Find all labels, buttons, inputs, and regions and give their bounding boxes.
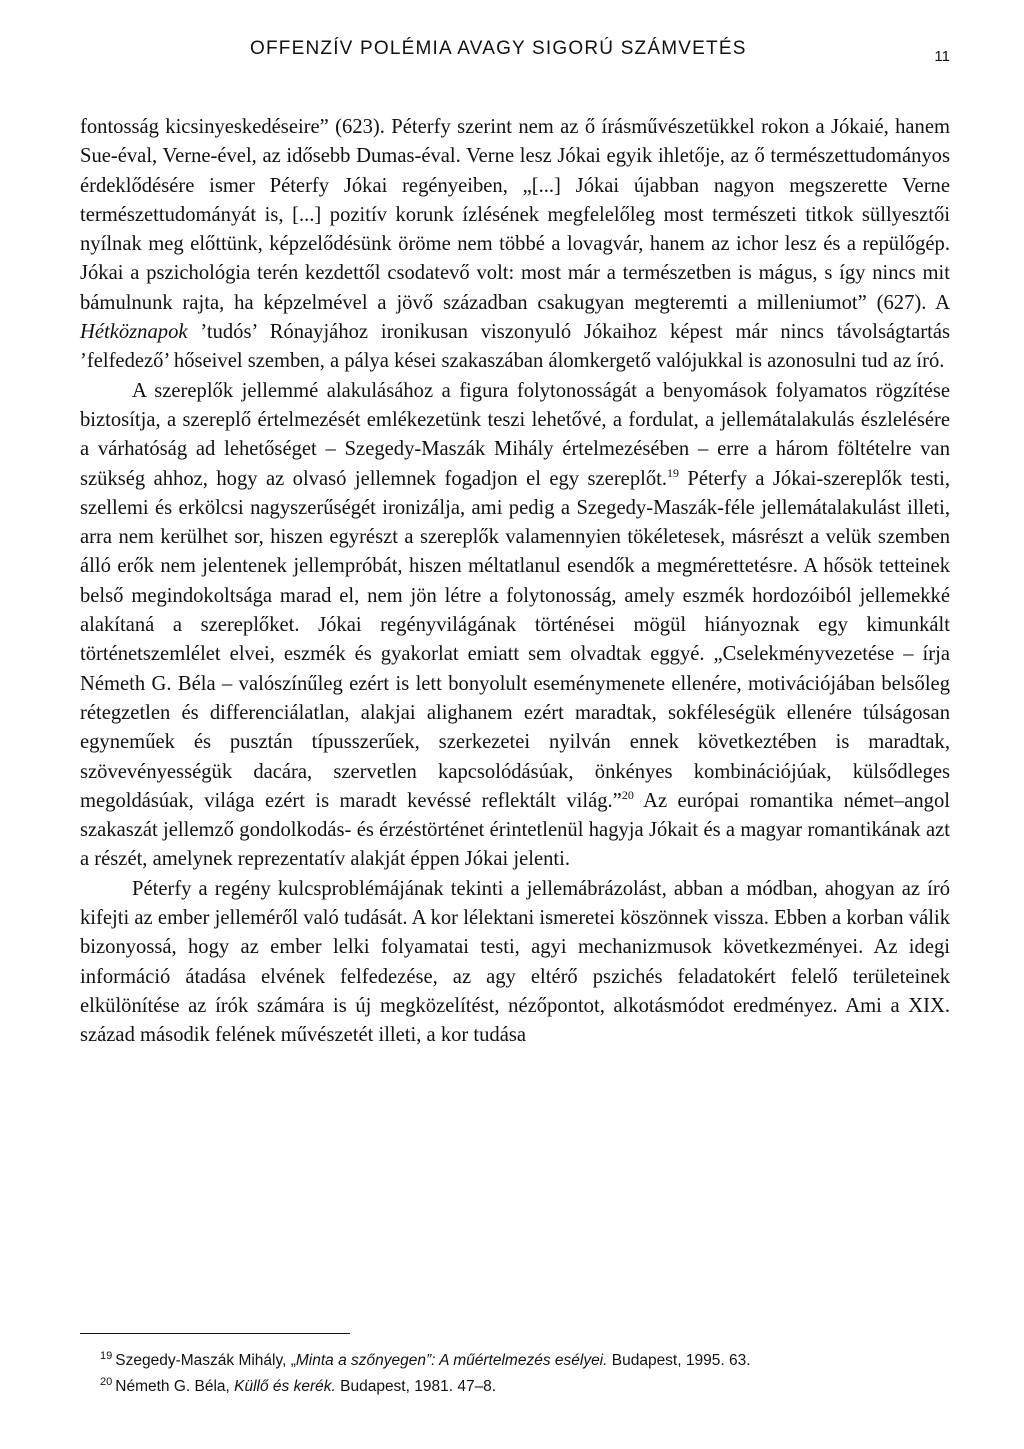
paragraph-1-text-a: fontosság kicsinyeskedéseire” (623). Péterfy szerint nem az ő írásművészetükkel rokon a Jókaié, hanem Sue-éval, Verne-ével, az idősebb Dumas-éval. Verne lesz Jókai egyik ihletője, az ő természettudományos érdeklődésére ismer Péterfy Jókai regényeiben, „[...] Jókai újabban nagyon megszerette Verne természettudományát is, [...] pozitív korunk ízlésének megfelelőleg most természeti titkok süllyesztői nyílnak meg előttünk, képzelődésünk öröme nem többé a lovagvár, hanem az ichor lesz és a repülőgép. Jókai a pszichológia terén kezdettől csodatevő volt: most már a természetben is mágus, s így nincs mit bámulnunk rajta, ha képzelmével a jövő században csakugyan megteremti a milleniumot” (627). A: [80, 116, 950, 314]
footnote-text: Budapest, 1995. 63.: [607, 1352, 751, 1369]
paragraph-2-text-c: Az európai romantika német–angol szakaszát jellemző gondolkodás- és érzéstörténet érintetlenül hagyja Jókait és a magyar romantikának azt a részét, amelynek reprezentatív alakját éppen Jókai jelenti.: [80, 789, 950, 871]
paragraph-3: Péterfy a regény kulcsproblémájának tekinti a jellemábrázolást, abban a módban, ahogyan az író kifejti az ember jelleméről való tudását. A kor lélektani ismeretei köszönnek vissza. Ebben a korban válik bizonyossá, hogy az ember lelki folyamatai testi, agyi mechanizmusok következményei. Az idegi információ átadása elvének felfedezése, az agy eltérő pszichés feladatokért felelő területeinek elkülönítése az írók számára is új megközelítést, nézőpontot, alkotásmódot eredményez. Ami a XIX. század második felének művészetét illeti, a kor tudása: [80, 877, 950, 1047]
footnote-19: [100, 1348, 960, 1374]
running-head: OFFENZÍV POLÉMIA AVAGY SIGORÚ SZÁMVETÉS: [250, 38, 747, 59]
paragraph-2-text-b: Péterfy a Jókai-szereplők testi, szellemi és erkölcsi nagyszerűségét ironizálja, ami pedig a Szegedy-Maszák-féle jellemátalakulást illeti, arra nem kerülhet sor, hiszen egyrészt a szereplők valamennyien tökéletesek, másrészt a velük szemben álló erők nem jelentenek jellempróbát, hiszen méltatlanul esendők a megmérettetésre. A hősök tetteinek belső megindokoltsága marad el, nem jön létre a folytonosság, amely eszmék hordozóiból jellemekké alakítaná a szereplőket. Jókai regényvilágának történései mögül hiányoznak egy kimunkált történetszemlélet elvei, eszmék és gyakorlat emiatt sem olvadtak eggyé. „Cselekményvezetése – írja Németh G. Béla – valószínűleg ezért is lett bonyolult eseménymenete ellenére, motivációjában belsőleg rétegzetlen és differenciálatlan, alakjai alighanem ezért maradtak, sokféleségük ellenére túlságosan egyneműek és pusztán típusszerűek, szerkezetei nyilván ennek következtében is maradtak, szövevényességük dacára, szervetlen kapcsolódásúak, önkényes kombinációjúak, külsődleges megoldásúak, világa ezért is maradt kevéssé reflektált világ.”: [80, 467, 951, 812]
footnote-text: Budapest, 1981. 47–8.: [335, 1378, 497, 1395]
page-number: 11: [934, 48, 950, 65]
footnote-20: [100, 1374, 960, 1400]
paragraph-1: [80, 113, 950, 377]
paragraph-2: [80, 377, 950, 875]
footnote-ref-20[interactable]: 20: [621, 787, 634, 802]
footnote-number: 20: [100, 1375, 113, 1388]
footnote-divider: [80, 1333, 350, 1334]
footnote-title: Minta a szőnyegen”: A műértelmezés esélyei.: [295, 1352, 608, 1369]
body-text: [80, 113, 950, 1051]
page-header: [80, 38, 950, 78]
work-title-hetkoznapok: Hétköznapok: [80, 321, 188, 344]
paragraph-1-text-b: ’tudós’ Rónayjához ironikusan viszonyuló Jókaihoz képest már nincs távolságtartás ’felfedező’ hőseivel szemben, a pálya kései szakaszában álomkergető valójukkal is azonosulni tud az író.: [80, 321, 950, 373]
footnotes: [100, 1348, 960, 1400]
footnote-title: Küllő és kerék.: [234, 1378, 336, 1395]
footnote-text: Szegedy-Maszák Mihály, „: [115, 1352, 296, 1369]
paragraph-2-text-a: A szereplők jellemmé alakulásához a figura folytonosságát a benyomások folyamatos rögzítése biztosítja, a szereplő értelmezését emlékezetünk teszi lehetővé, a fordulat, a jellemátalakulás észlelésére a várhatóság ad lehetőséget – Szegedy-Maszák Mihály értelmezésében – erre a három föltételre van szükség ahhoz, hogy az olvasó jellemnek fogadjon el egy szereplőt.: [80, 379, 950, 490]
footnote-number: 19: [100, 1349, 113, 1362]
footnote-text: Németh G. Béla,: [115, 1378, 235, 1395]
footnote-ref-19[interactable]: 19: [667, 465, 680, 480]
